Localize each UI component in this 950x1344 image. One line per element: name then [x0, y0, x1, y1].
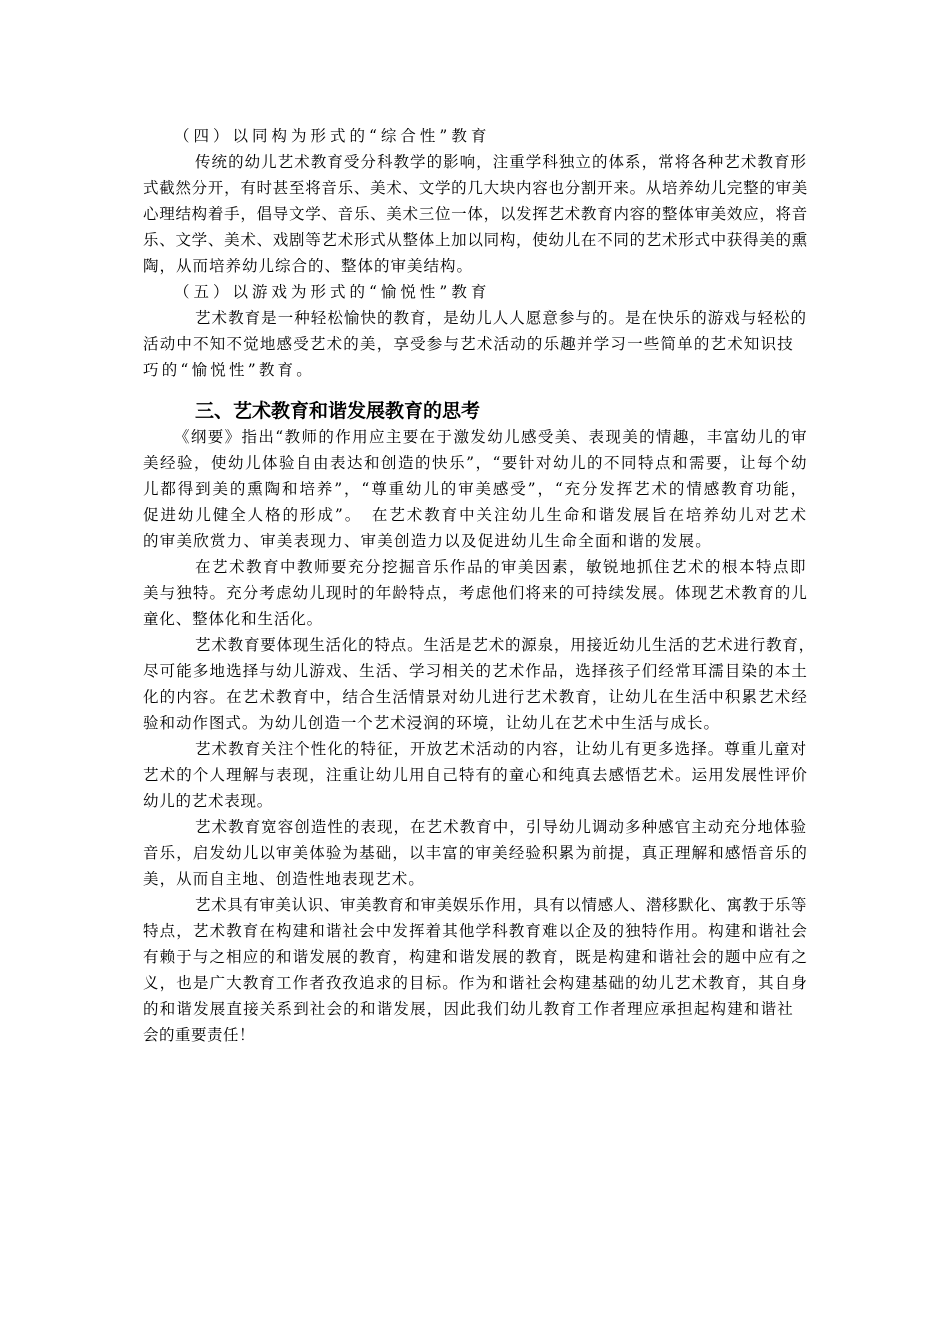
paragraph-line: 有赖于与之相应的和谐发展的教育，构建和谐发展的教育，既是构建和谐社会的题中应有之 — [143, 948, 808, 966]
paragraph-line: 的审美欣赏力、审美表现力、审美创造力以及促进幼儿生命全面和谐的发展。 — [143, 532, 712, 550]
paragraph-line: 艺术教育关注个性化的特征，开放艺术活动的内容，让幼儿有更多选择。尊重儿童对 — [195, 740, 807, 758]
paragraph-line: 音乐，启发幼儿以审美体验为基础，以丰富的审美经验积累为前提，真正理解和感悟音乐的 — [143, 844, 808, 862]
paragraph-line: 传统的幼儿艺术教育受分科教学的影响，注重学科独立的体系，常将各种艺术教育形 — [195, 153, 807, 171]
paragraph-line: 化的内容。在艺术教育中，结合生活情景对幼儿进行艺术教育，让幼儿在生活中积累艺术经 — [143, 688, 808, 706]
paragraph-line: 活动中不知不觉地感受艺术的美，享受参与艺术活动的乐趣并学习一些简单的艺术知识技 — [143, 335, 794, 353]
paragraph-line: 会的重要责任！ — [143, 1026, 255, 1044]
paragraph-line: 心理结构着手，倡导文学、音乐、美术三位一体，以发挥艺术教育内容的整体审美效应，将音 — [143, 205, 808, 223]
paragraph-line: 巧的“愉悦性”教育。 — [143, 361, 315, 379]
section-heading: 三、艺术教育和谐发展教育的思考 — [195, 400, 481, 422]
paragraph-line: 幼儿的艺术表现。 — [143, 792, 273, 810]
paragraph-line: 艺术的个人理解与表现，注重让幼儿用自己特有的童心和纯真去感悟艺术。运用发展性评价 — [143, 766, 808, 784]
paragraph-line: 艺术教育是一种轻松愉快的教育，是幼儿人人愿意参与的。是在快乐的游戏与轻松的 — [195, 309, 807, 327]
paragraph-line: 验和动作图式。为幼儿创造一个艺术浸润的环境，让幼儿在艺术中生活与成长。 — [143, 714, 720, 732]
subsection-title-four: （四）以同构为形式的“综合性”教育 — [174, 127, 491, 145]
paragraph-line: 《纲要》指出“教师的作用应主要在于激发幼儿感受美、表现美的情趣，丰富幼儿的审 — [174, 428, 808, 446]
paragraph-line: 义，也是广大教育工作者孜孜追求的目标。作为和谐社会构建基础的幼儿艺术教育，其自身 — [143, 974, 808, 992]
paragraph-line: 美经验，使幼儿体验自由表达和创造的快乐”，“要针对幼儿的不同特点和需要，让每个幼 — [143, 454, 808, 472]
paragraph-line: 尽可能多地选择与幼儿游戏、生活、学习相关的艺术作品，选择孩子们经常耳濡目染的本土 — [143, 662, 808, 680]
paragraph-line: 艺术教育宽容创造性的表现，在艺术教育中，引导幼儿调动多种感官主动充分地体验 — [195, 818, 807, 836]
paragraph-line: 式截然分开，有时甚至将音乐、美术、文学的几大块内容也分割开来。从培养幼儿完整的审美 — [143, 179, 808, 197]
paragraph-line: 特点，艺术教育在构建和谐社会中发挥着其他学科教育难以企及的独特作用。构建和谐社会 — [143, 922, 808, 940]
subsection-title-five: （五）以游戏为形式的“愉悦性”教育 — [174, 283, 491, 301]
paragraph-line: 儿都得到美的熏陶和培养”，“尊重幼儿的审美感受”，“充分发挥艺术的情感教育功能， — [143, 480, 808, 498]
paragraph-line: 陶，从而培养幼儿综合的、整体的审美结构。 — [143, 257, 473, 275]
paragraph-line: 艺术具有审美认识、审美教育和审美娱乐作用，具有以情感人、潜移默化、寓教于乐等 — [195, 896, 807, 914]
paragraph-line: 美与独特。充分考虑幼儿现时的年龄特点，考虑他们将来的可持续发展。体现艺术教育的儿 — [143, 584, 808, 602]
paragraph-line: 美，从而自主地、创造性地表现艺术。 — [143, 870, 425, 888]
paragraph-line: 促进幼儿健全人格的形成”。 在艺术教育中关注幼儿生命和谐发展旨在培养幼儿对艺术 — [143, 506, 808, 524]
paragraph-line: 艺术教育要体现生活化的特点。生活是艺术的源泉，用接近幼儿生活的艺术进行教育， — [195, 636, 815, 654]
paragraph-line: 童化、整体化和生活化。 — [143, 610, 323, 628]
paragraph-line: 在艺术教育中教师要充分挖掘音乐作品的审美因素，敏锐地抓住艺术的根本特点即 — [195, 558, 807, 576]
paragraph-line: 的和谐发展直接关系到社会的和谐发展，因此我们幼儿教育工作者理应承担起构建和谐社 — [143, 1000, 794, 1018]
paragraph-line: 乐、文学、美术、戏剧等艺术形式从整体上加以同构，使幼儿在不同的艺术形式中获得美的熏 — [143, 231, 808, 249]
